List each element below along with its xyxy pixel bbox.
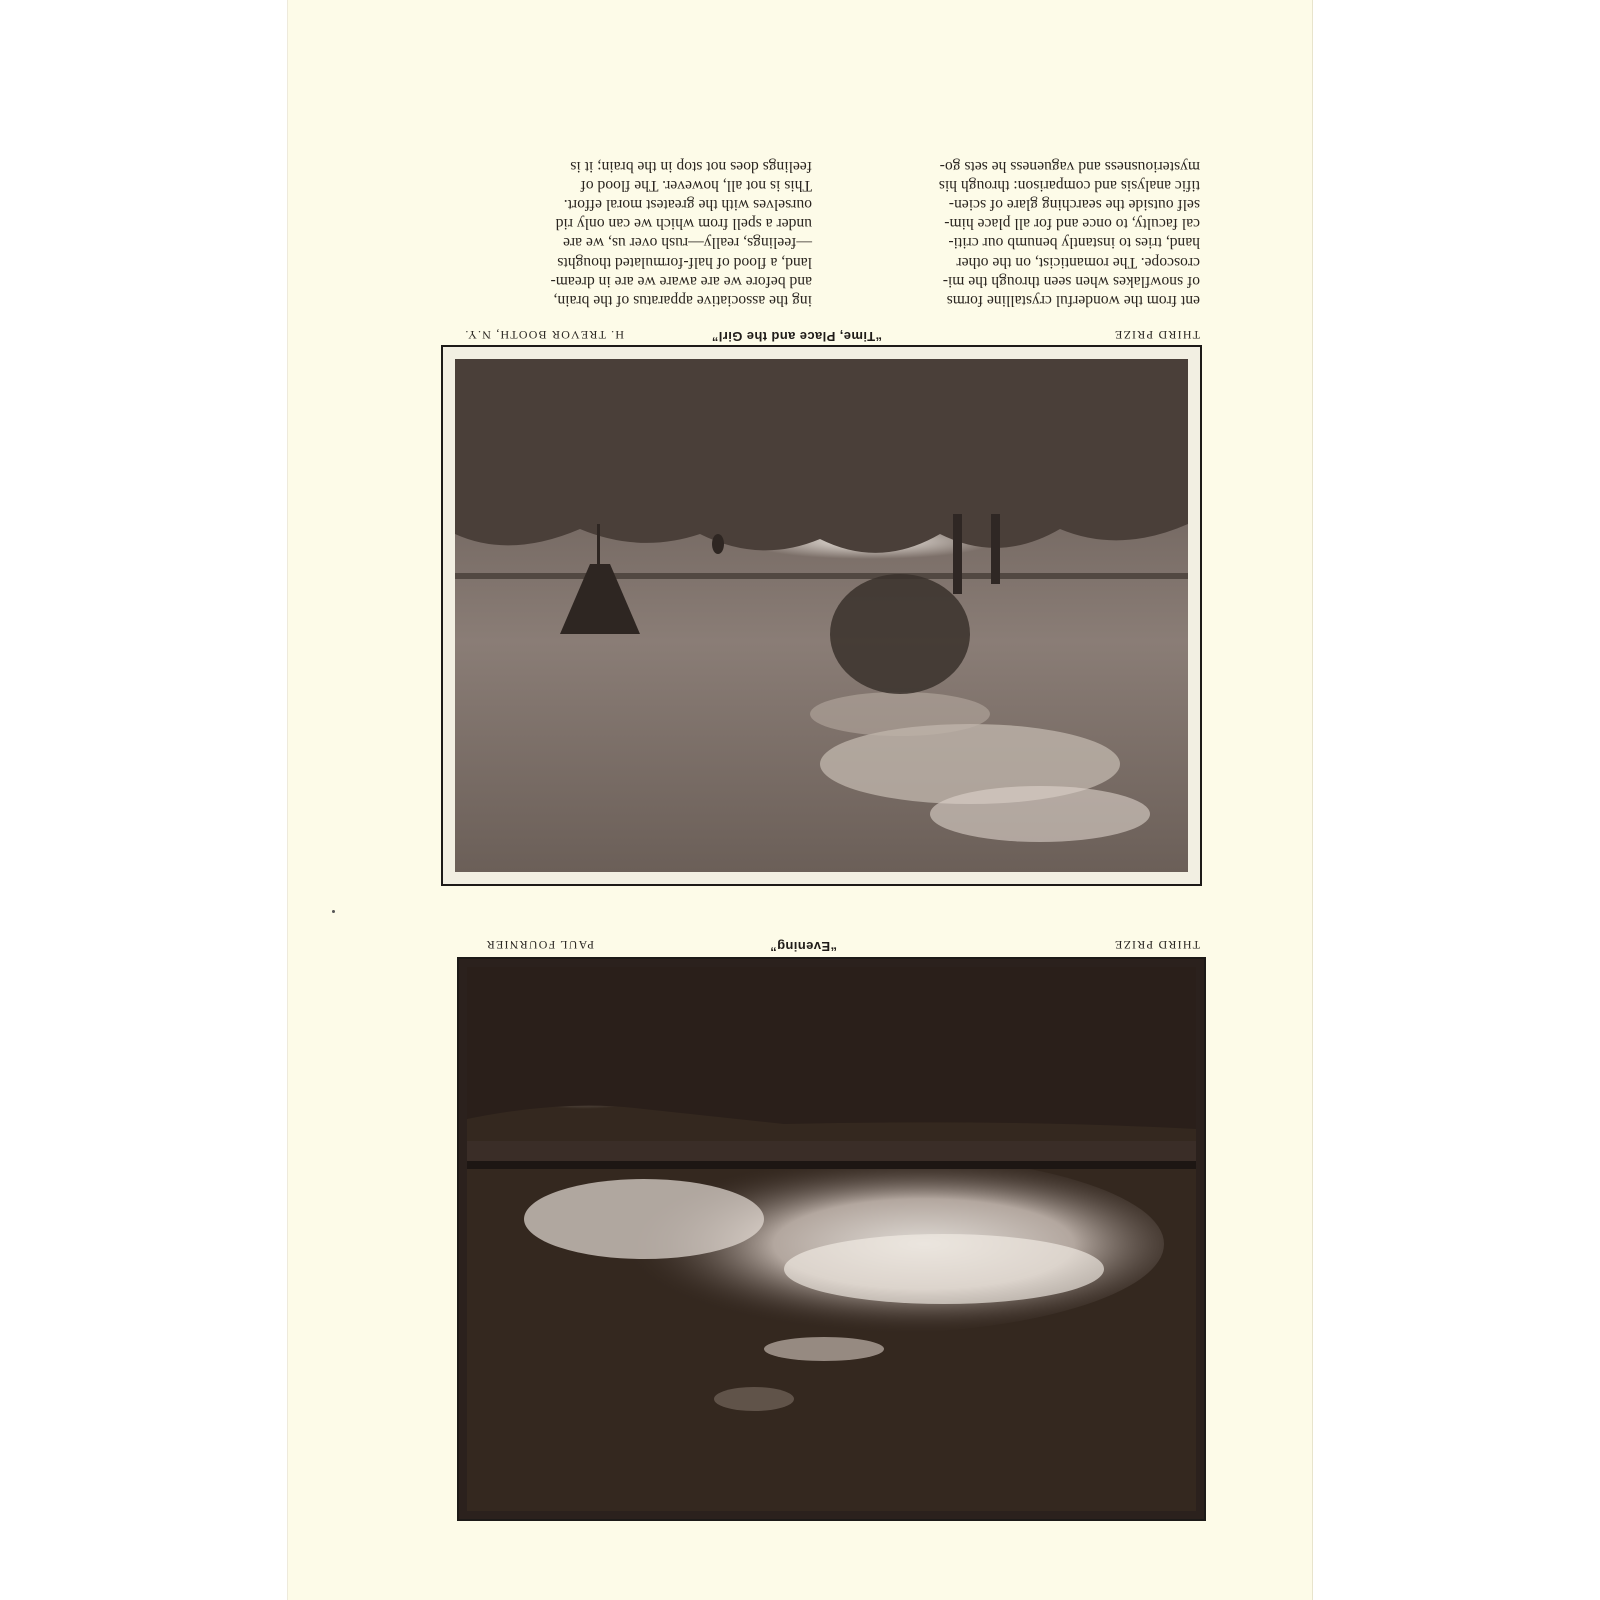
body-text-right: ing the associative apparatus of the brain, and before we are aware we are in dream- land, a flood of half-formulated thoughts —feelings, really—rush over us, we are under a spell from which we can only rid ourselves with the greatest moral effort. This is not all, however. The flood of feelings does not stop in the brain; it is (550, 157, 812, 309)
plate-2-photo (457, 957, 1206, 1521)
plate-1-photographer: H. TREVOR BOOTH, N.Y. (464, 328, 624, 342)
page-speck (332, 910, 335, 913)
text-column-left (840, 156, 1200, 310)
plate-1-prize: THIRD PRIZE (1113, 328, 1200, 342)
magazine-page (288, 0, 1312, 1600)
plate-1-photo (441, 345, 1202, 886)
plate-2-prize: THIRD PRIZE (1113, 938, 1200, 952)
rotated-page-content (288, 0, 1312, 1600)
body-text-left: ent from the wonderful crystalline forms of snowflakes when seen through the mi- croscope. The romanticist, on the other hand, tries to instantly benumb our criti- cal faculty, to once and for all place him- self outside the searching glare of scien- tific analysis and comparison: through his mysteriousness and vagueness he sets go- (938, 157, 1200, 309)
lake-scene-image (443, 347, 1200, 884)
plate-2-photographer: PAUL FOURNIER (485, 938, 594, 952)
evening-scene-image (459, 959, 1204, 1519)
plate-1-title: “Time, Place and the Girl” (711, 329, 882, 344)
text-column-right (447, 156, 812, 310)
plate-2-title: “Evening” (769, 939, 837, 954)
